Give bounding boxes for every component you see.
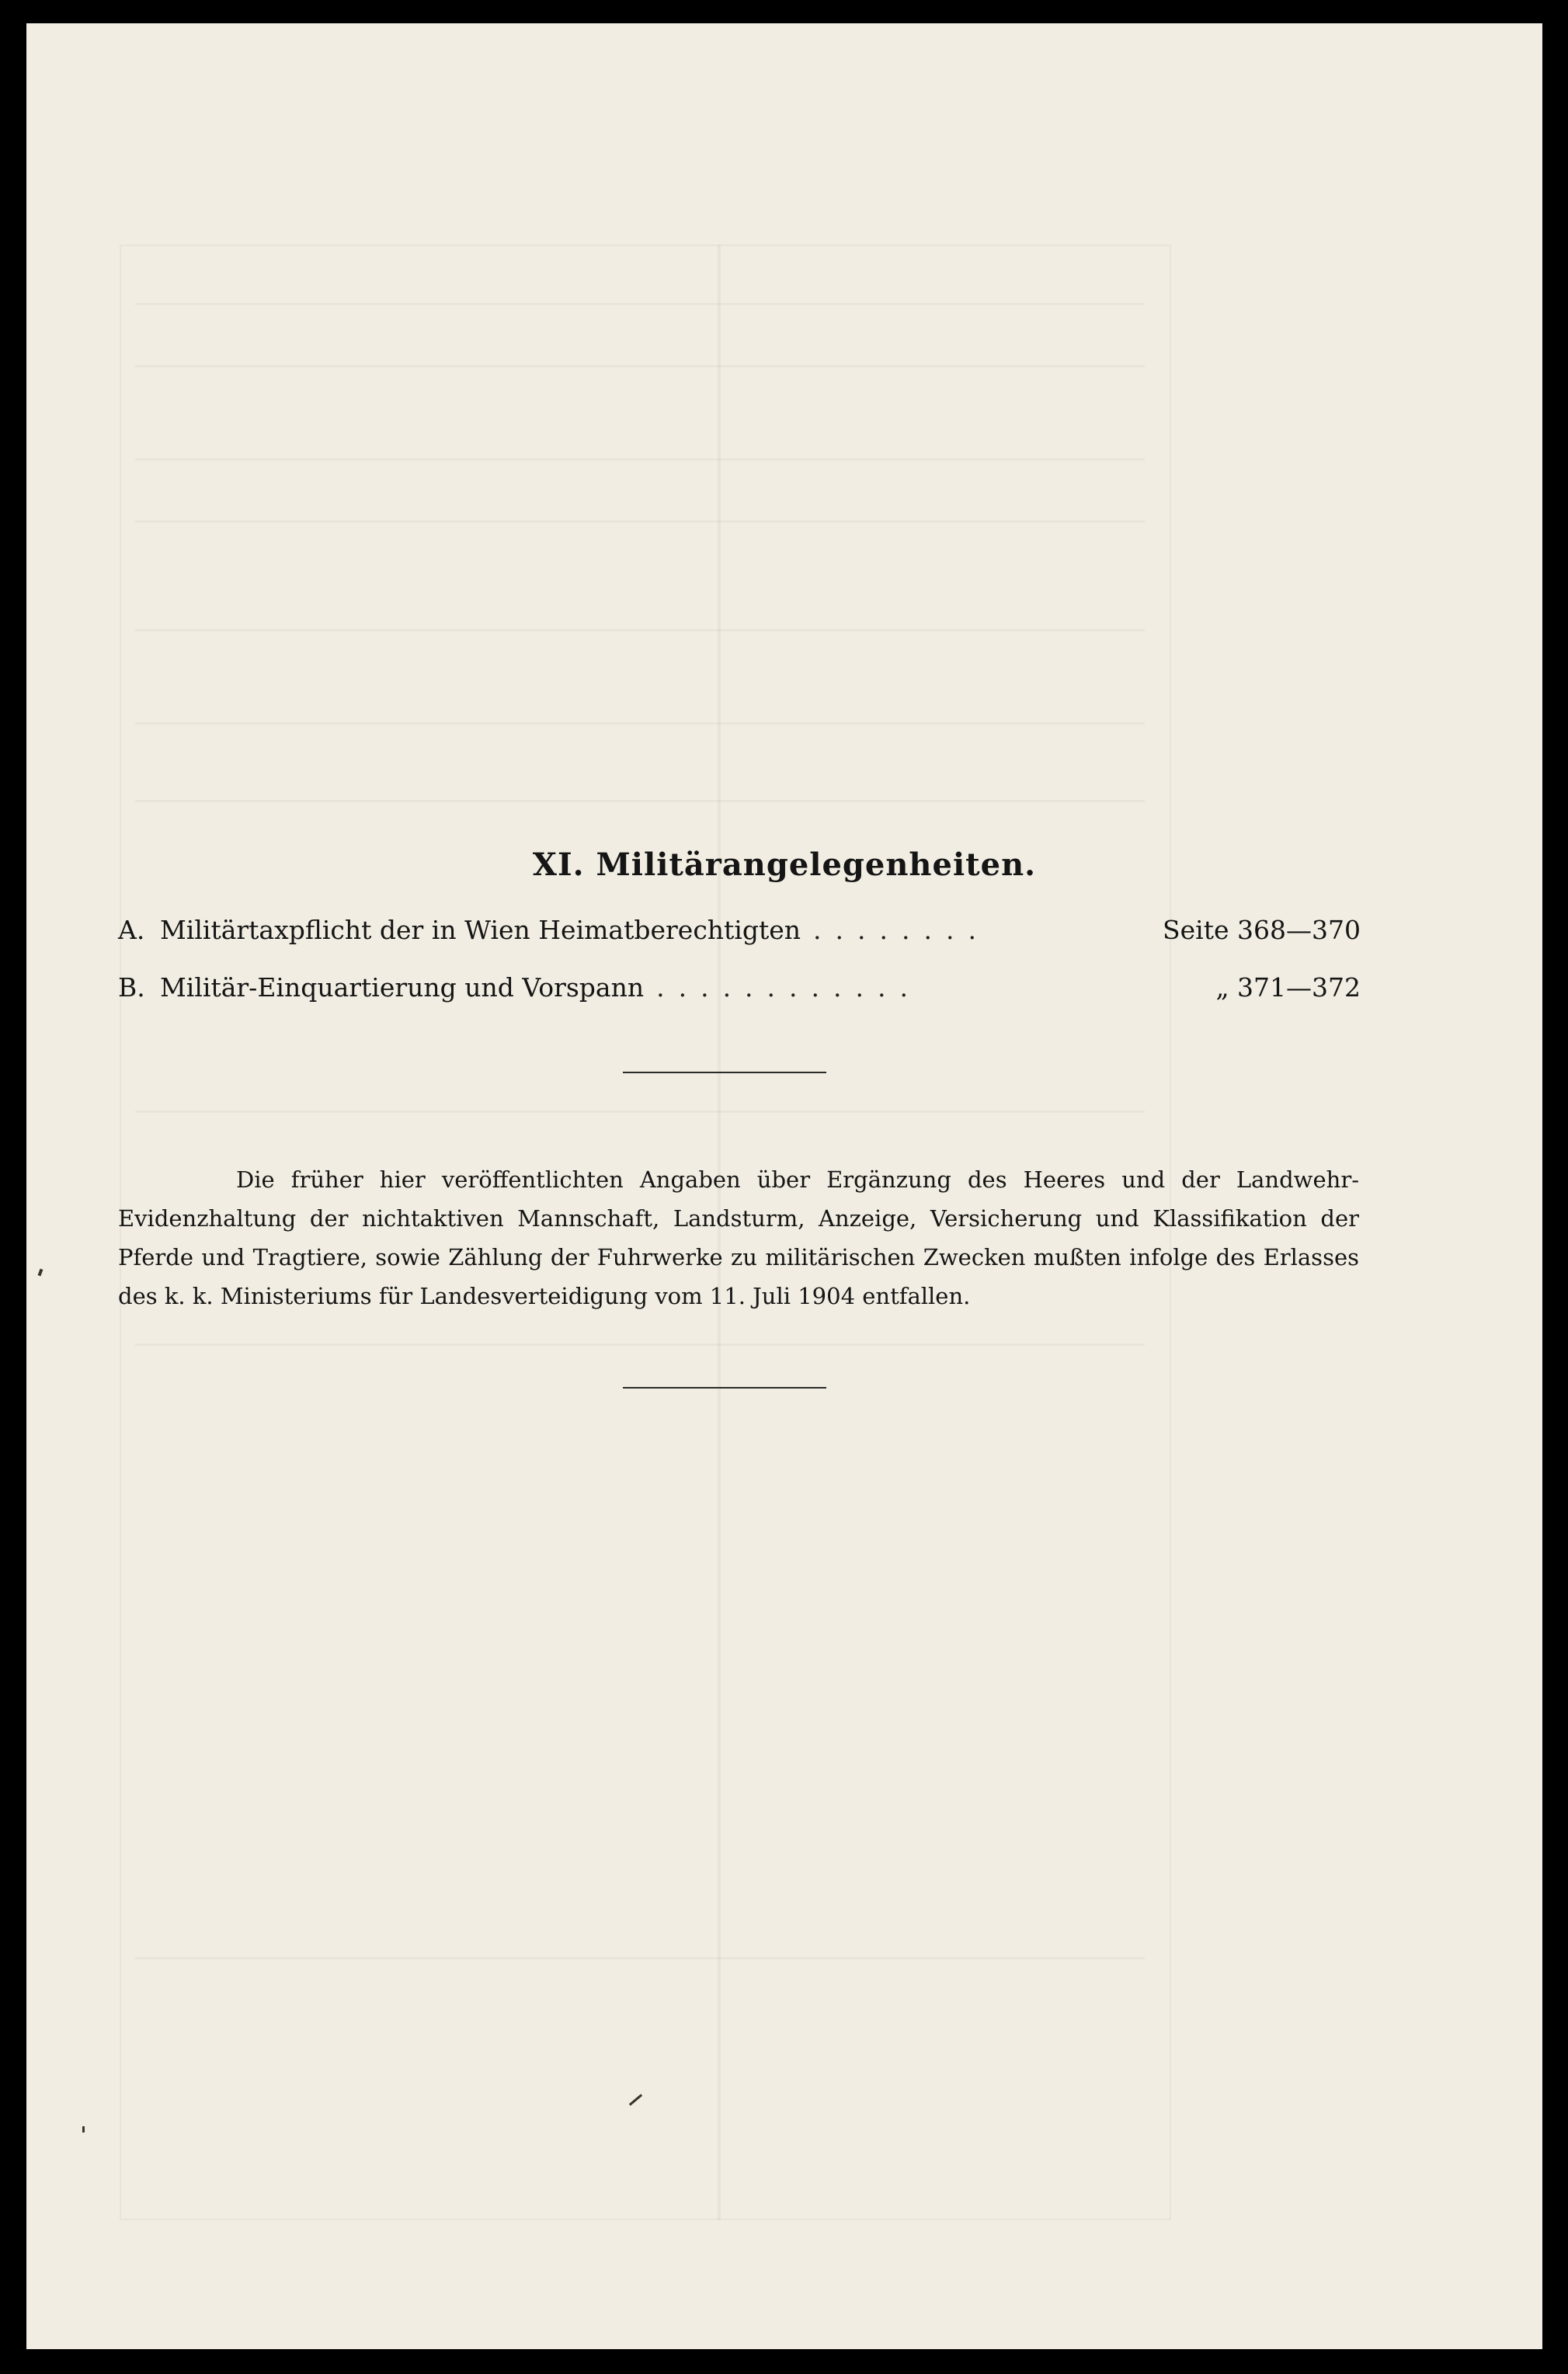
bleed-through-line bbox=[135, 722, 1145, 725]
toc-dot-leader: ............ bbox=[656, 972, 922, 1003]
bleed-through-line bbox=[135, 800, 1145, 802]
ink-speck bbox=[82, 2126, 85, 2132]
toc-entry-pages: „ 371—372 bbox=[1215, 972, 1361, 1003]
toc-entry-title: Militärtaxpflicht der in Wien Heimatberechtigten bbox=[160, 915, 801, 945]
ink-speck bbox=[38, 1269, 43, 1277]
toc-entry-pages: Seite 368—370 bbox=[1163, 915, 1361, 945]
divider-rule bbox=[623, 1072, 826, 1073]
toc-entry-title: Militär-Einquartierung und Vorspann bbox=[160, 972, 645, 1003]
bleed-through-line bbox=[135, 1343, 1145, 1346]
bleed-through-line bbox=[135, 365, 1145, 367]
toc-entry bbox=[118, 972, 1361, 1013]
bleed-through-line bbox=[135, 458, 1145, 461]
section-heading: XI. Militärangelegenheiten. bbox=[532, 846, 1037, 883]
document-page bbox=[26, 23, 1542, 2349]
toc-dot-leader: ........ bbox=[813, 915, 990, 945]
toc-entry-letter: A. bbox=[118, 915, 145, 945]
bleed-through-line bbox=[135, 629, 1145, 631]
bleed-through-line bbox=[135, 520, 1145, 523]
toc-entry-letter: B. bbox=[118, 972, 145, 1003]
toc-entry bbox=[118, 915, 1361, 955]
bleed-through-line bbox=[135, 1111, 1145, 1113]
bleed-through-line bbox=[135, 1957, 1145, 1959]
divider-rule bbox=[623, 1387, 826, 1389]
explanatory-note: Die früher hier veröffentlichten Angaben über Ergänzung des Heeres und der Landwehr-Evidenzhaltung der nichtaktiven Mannschaft, Landsturm, Anzeige, Versicherung und Klassifikation der Pferde und Tragtiere, sowie Zählung der Fuhrwerke zu militärischen Zwecken mußten infolge des Erlasses des k. k. Ministeriums für Landesverteidigung vom 11. Juli 1904 entfallen. bbox=[118, 1166, 1359, 1309]
bleed-through-line bbox=[135, 303, 1145, 305]
